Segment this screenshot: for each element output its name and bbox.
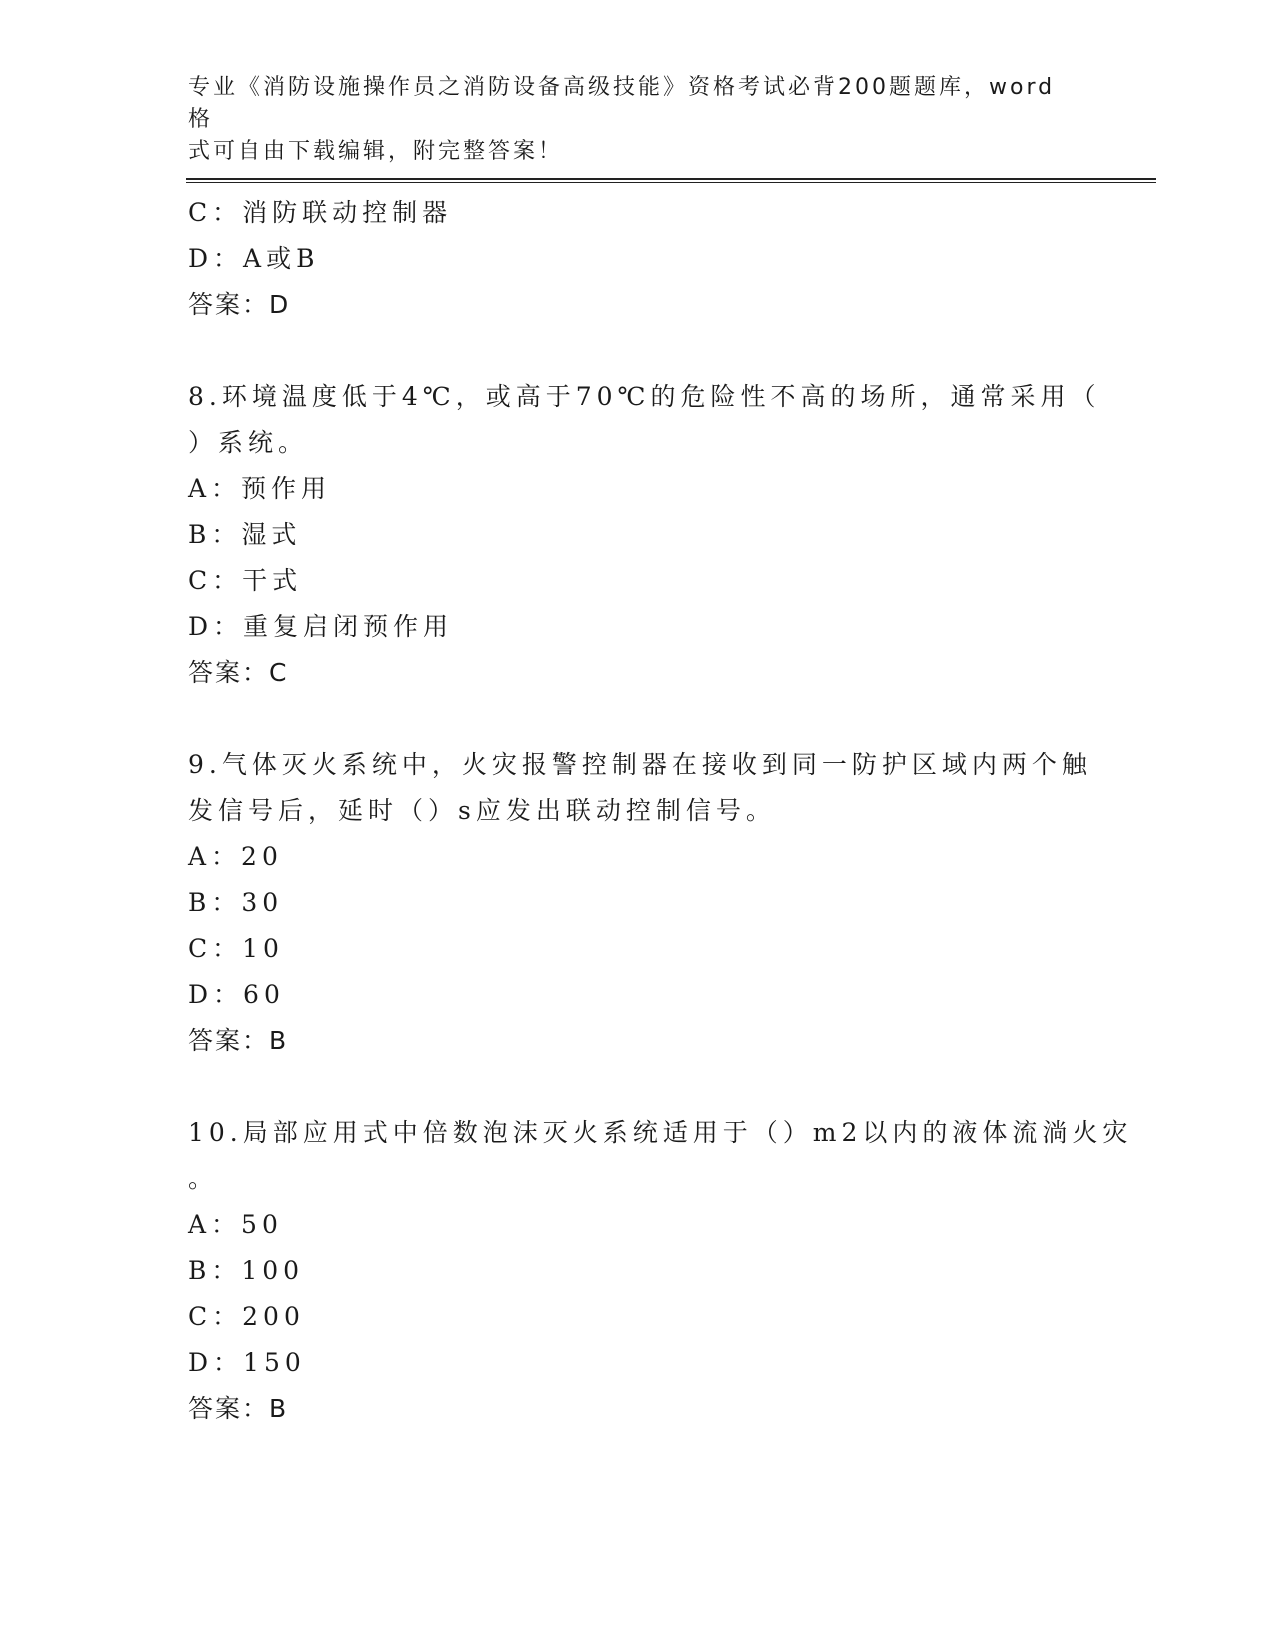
option-c: C：200 <box>188 1302 305 1331</box>
question-stem: 8.环境温度低于4℃，或高于70℃的危险性不高的场所，通常采用（ <box>188 382 1101 411</box>
option-a: A：预作用 <box>188 474 332 503</box>
question-stem: 发信号后，延时（）s应发出联动控制信号。 <box>188 796 776 825</box>
question-stem: 9.气体灭火系统中，火灾报警控制器在接收到同一防护区域内两个触 <box>188 750 1092 779</box>
question-stem: ）系统。 <box>188 428 309 457</box>
spacer <box>188 328 1088 374</box>
header-divider <box>186 178 1156 183</box>
question-stem: 10.局部应用式中倍数泡沫灭火系统适用于（）m2以内的液体流淌火灾 <box>188 1118 1133 1147</box>
option-d: D：重复启闭预作用 <box>188 612 454 641</box>
option-d: D：150 <box>188 1348 306 1377</box>
option-b: B：湿式 <box>188 520 302 549</box>
option-b: B：30 <box>188 888 284 917</box>
question-stem: 。 <box>188 1164 219 1193</box>
question-block-8 <box>188 374 1101 696</box>
option-d: D：60 <box>188 980 285 1009</box>
spacer <box>188 696 1088 742</box>
answer-label: 答案：C <box>188 658 289 687</box>
question-list <box>188 190 1133 1432</box>
answer-label: 答案：D <box>188 290 291 319</box>
spacer <box>188 1064 1088 1110</box>
option-c: C：消防联动控制器 <box>188 198 453 227</box>
option-a: A：50 <box>188 1210 283 1239</box>
question-block-previous <box>188 190 1088 328</box>
question-block-10 <box>188 1110 1133 1432</box>
option-a: A：20 <box>188 842 283 871</box>
option-b: B：100 <box>188 1256 305 1285</box>
header-line-2: 式可自由下载编辑，附完整答案！ <box>188 139 564 164</box>
answer-label: 答案：B <box>188 1026 289 1055</box>
header-line-1: 专业《消防设施操作员之消防设备高级技能》资格考试必背200题题库，word格 <box>188 75 1056 132</box>
option-d: D：A或B <box>188 244 320 273</box>
answer-label: 答案：B <box>188 1394 289 1423</box>
option-c: C：10 <box>188 934 284 963</box>
page-header <box>188 72 1068 168</box>
option-c: C：干式 <box>188 566 303 595</box>
question-block-9 <box>188 742 1092 1064</box>
